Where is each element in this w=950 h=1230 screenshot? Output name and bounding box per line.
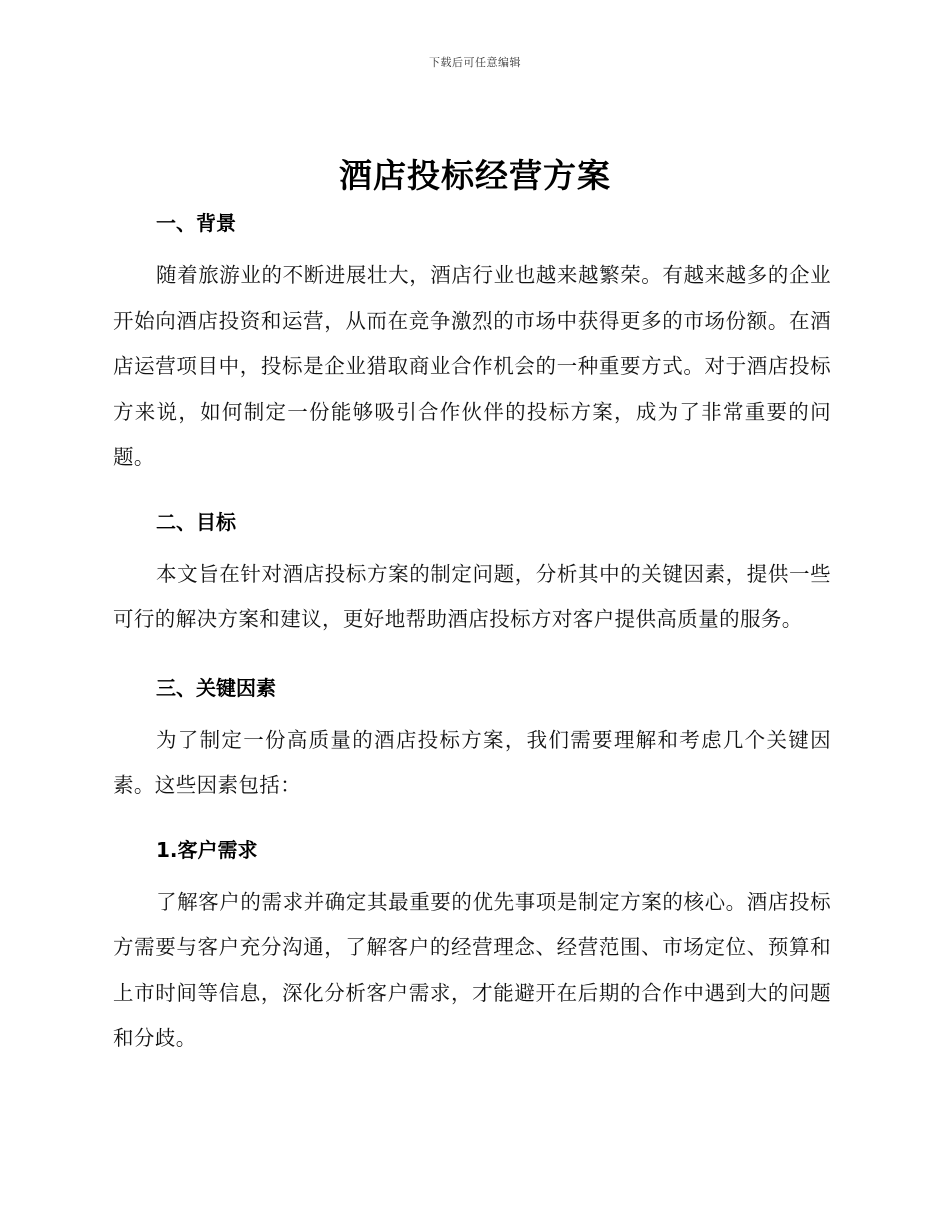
document-title: 酒店投标经营方案 bbox=[339, 156, 611, 195]
paragraph-customer-needs: 了解客户的需求并确定其最重要的优先事项是制定方案的核心。酒店投标方需要与客户充分沟通，了解客户的经营理念、经营范围、市场定位、预算和上市时间等信息，深化分析客户需求，才能避开在后期的合作中遇到大的问题和分歧。 bbox=[113, 889, 831, 1050]
paragraph-background: 随着旅游业的不断进展壮大，酒店行业也越来越繁荣。有越来越多的企业开始向酒店投资和运营，从而在竞争激烈的市场中获得更多的市场份额。在酒店运营项目中，投标是企业猎取商业合作机会的一种重要方式。对于酒店投标方来说，如何制定一份能够吸引合作伙伴的投标方案，成为了非常重要的问题。 bbox=[113, 263, 831, 469]
section-heading-background: 一、背景 bbox=[156, 211, 236, 235]
section-heading-goal: 二、目标 bbox=[156, 509, 236, 534]
paragraph-key-factors: 为了制定一份高质量的酒店投标方案，我们需要理解和考虑几个关键因素。这些因素包括： bbox=[113, 727, 831, 797]
section-heading-customer-needs: 1.客户需求 bbox=[156, 837, 258, 862]
paragraph-goal: 本文旨在针对酒店投标方案的制定问题，分析其中的关键因素，提供一些可行的解决方案和建议，更好地帮助酒店投标方对客户提供高质量的服务。 bbox=[113, 561, 831, 631]
document-body bbox=[113, 206, 831, 1062]
section-heading-key-factors: 三、关键因素 bbox=[156, 675, 276, 700]
header-note: 下载后可任意编辑 bbox=[429, 56, 521, 69]
